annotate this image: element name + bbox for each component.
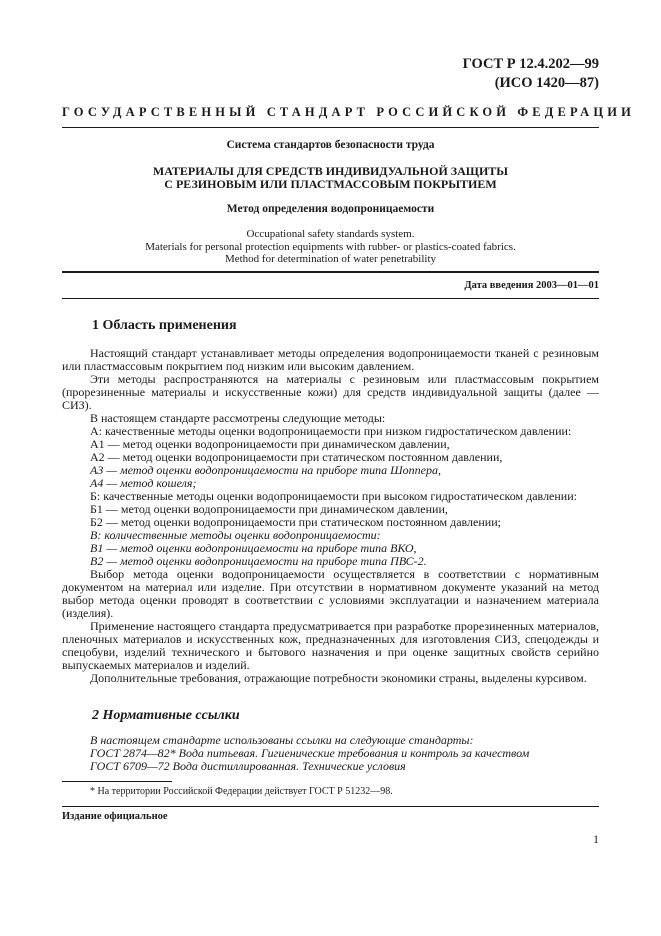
paragraph: Применение настоящего стандарта предусматривается при разработке прорезиненных материалов, пленочных материалов и искусственных кож, предназначенных для изготовления СИЗ, спецодежды и спецобуви, изделий технического и бытового назначения и при оценке защитных свойств серийно выпускаемых материалов и изделий. bbox=[62, 619, 599, 672]
main-title bbox=[62, 165, 599, 191]
method-a3: А3 — метод оценки водопроницаемости на приборе типа Шоппера, bbox=[90, 463, 441, 477]
reference-item: ГОСТ 6709—72 Вода дистиллированная. Технические условия bbox=[90, 759, 406, 773]
method-v2: В2 — метод оценки водопроницаемости на приборе типа ПВС-2. bbox=[90, 554, 427, 568]
date-divider bbox=[62, 298, 599, 299]
footnote-divider bbox=[62, 781, 172, 782]
header-divider bbox=[62, 127, 599, 128]
gost-number: ГОСТ Р 12.4.202—99 bbox=[462, 56, 599, 72]
method-title: Метод определения водопроницаемости bbox=[226, 203, 435, 215]
section-2-heading: 2 Нормативные ссылки bbox=[92, 708, 240, 723]
main-title-line-1: МАТЕРИАЛЫ ДЛЯ СРЕДСТВ ИНДИВИДУАЛЬНОЙ ЗАЩИТЫ bbox=[152, 164, 509, 178]
page-number: 1 bbox=[593, 832, 599, 846]
paragraph: Дополнительные требования, отражающие потребности экономики страны, выделены курсивом. bbox=[90, 671, 587, 685]
footnote: * На территории Российской Федерации действует ГОСТ Р 51232—98. bbox=[90, 786, 393, 797]
english-title-line-2: Materials for personal protection equipments with rubber- or plastics-coated fabrics. bbox=[145, 240, 516, 253]
method-b2: Б2 — метод оценки водопроницаемости при статическом постоянном давлении; bbox=[90, 515, 501, 529]
section-1-heading: 1 Область применения bbox=[92, 318, 237, 333]
gost-number-block bbox=[463, 55, 599, 93]
paragraph: В настоящем стандарте рассмотрены следующие методы: bbox=[90, 411, 386, 425]
method-group-a: А: качественные методы оценки водопроницаемости при низком гидростатическом давлении: bbox=[90, 424, 572, 438]
official-edition-label: Издание официальное bbox=[62, 811, 168, 822]
state-standard-banner: ГОСУДАРСТВЕННЫЙ СТАНДАРТ РОССИЙСКОЙ ФЕДЕРАЦИИ bbox=[62, 105, 635, 119]
method-group-v: В: количественные методы оценки водопроницаемости: bbox=[90, 528, 381, 542]
footer-divider bbox=[62, 806, 599, 807]
method-a2: А2 — метод оценки водопроницаемости при статическом постоянном давлении, bbox=[90, 450, 503, 464]
method-a4: А4 — метод кошеля; bbox=[90, 476, 197, 490]
section-2-body bbox=[62, 734, 599, 773]
method-a1: А1 — метод оценки водопроницаемости при динамическом давлении, bbox=[90, 437, 450, 451]
english-title-line-3: Method for determination of water penetrability bbox=[224, 253, 437, 265]
title-divider bbox=[62, 271, 599, 273]
reference-item: ГОСТ 2874—82* Вода питьевая. Гигиенические требования и контроль за качеством bbox=[90, 746, 530, 760]
method-v1: В1 — метод оценки водопроницаемости на приборе типа ВКО, bbox=[90, 541, 417, 555]
paragraph: Выбор метода оценки водопроницаемости осуществляется в соответствии с нормативным документом на материал или изделие. При отсутствии в нормативном документе указаний на метод выбор метода оценки проводят в соответствии с условиями эксплуатации и назначением материала (изделия). bbox=[62, 567, 599, 620]
introduction-date: Дата введения 2003—01—01 bbox=[464, 280, 599, 291]
method-group-b: Б: качественные методы оценки водопроницаемости при высоком гидростатическом давлении: bbox=[90, 489, 577, 503]
paragraph: Эти методы распространяются на материалы с резиновым или пластмассовым покрытием (прорезиненные материалы и искусственные кожи) для средств индивидуальной защиты (далее — СИЗ). bbox=[62, 372, 599, 412]
english-title bbox=[62, 228, 599, 266]
english-title-line-1: Occupational safety standards system. bbox=[246, 228, 415, 240]
iso-number: (ИСО 1420—87) bbox=[494, 75, 599, 91]
main-title-line-2: С РЕЗИНОВЫМ ИЛИ ПЛАСТМАССОВЫМ ПОКРЫТИЕМ bbox=[164, 177, 497, 191]
method-b1: Б1 — метод оценки водопроницаемости при динамическом давлении, bbox=[90, 502, 448, 516]
paragraph: Настоящий стандарт устанавливает методы определения водопроницаемости тканей с резиновым или пластмассовым покрытием под низким или высоким давлением. bbox=[62, 346, 599, 373]
standards-system: Система стандартов безопасности труда bbox=[226, 139, 435, 151]
section-1-body bbox=[62, 347, 599, 685]
references-intro: В настоящем стандарте использованы ссылки на следующие стандарты: bbox=[90, 733, 474, 747]
